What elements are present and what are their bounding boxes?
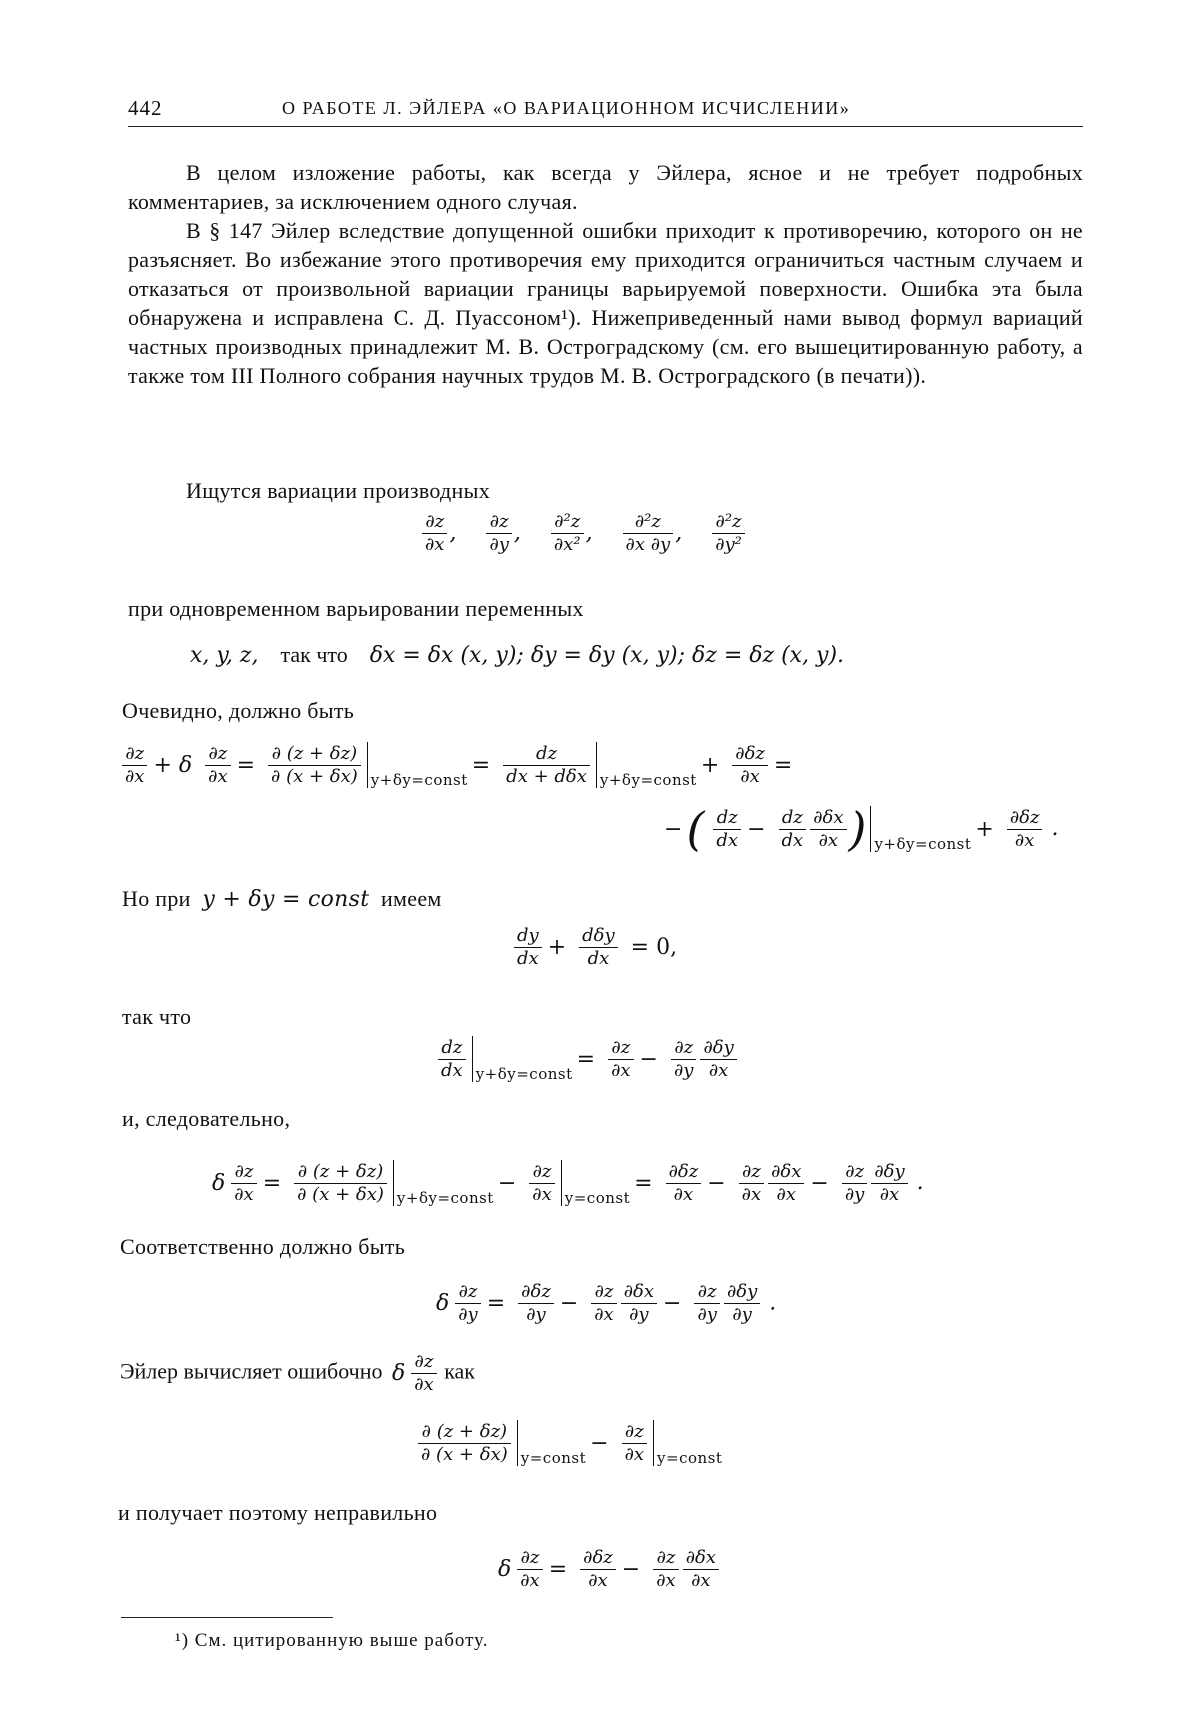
derivatives-list: $\frac{\partial z}{\partial x}$ , $\frac{\partial z}{\partial y}$ , $\frac{\text{∂²z}}{\text{∂x²}}$ , $\frac{\text{∂²z}}{\partial x \partial y}$ , $\frac{\text{∂²z}}{\text{∂y²}}$: [420, 512, 747, 555]
paragraph-11: и получает поэтому неправильно: [118, 1500, 438, 1525]
paragraph-9: Соответственно должно быть: [120, 1234, 406, 1259]
running-head: [128, 96, 1083, 124]
equation-4: δ $\frac{\partial z}{\partial x}$ = $\frac{\partial (z + \delta z)}{\partial (x + \delta x)}$ $_{y+\delta y=const}$− $\frac{\partial z}{\partial x}$ $_{y=const}$= $\frac{\partial\delta z}{\partial x}$ − $\frac{\partial z}{\partial x}$ $\frac{\partial\delta x}{\partial x}$ − $\frac{\partial z}{\partial y}$ $\frac{\partial\delta y}{\partial x}$ .: [212, 1160, 924, 1207]
paragraph-3: Ищутся вариации производных: [186, 478, 491, 503]
page-number: 442: [128, 96, 163, 120]
equation-1-cont: −( $\frac{dz}{dx}$ − $\frac{dz}{dx}$ $\frac{\partial\delta x}{\partial x}$ ) $_{y+\delta y=const}$+ $\frac{\partial\delta z}{\partial x}$ .: [664, 802, 1059, 856]
equation-3: $\frac{dz}{dx}$ $_{y+\delta y=const}$= $\frac{\partial z}{\partial x}$ − $\frac{\partial z}{\partial y}$ $\frac{\partial\delta y}{\partial x}$: [436, 1036, 739, 1083]
running-title: О РАБОТЕ Л. ЭЙЛЕРА «О ВАРИАЦИОННОМ ИСЧИСЛЕНИИ»: [282, 98, 851, 118]
equation-1: $\frac{\partial z}{\partial x}$ + δ $\frac{\partial z}{\partial x}$ = $\frac{\partial (z + \delta z)}{\partial (x + \delta x)}$ $_{y+\delta y=const}$= dz dx + dδx $_{y+\delta y=const}$+ $\frac{\partial\delta z}{\partial x}$ =: [120, 742, 796, 789]
equation-6: $\frac{\partial (z + \delta z)}{\partial (x + \delta x)}$ $_{y=const}$− $\frac{\partial z}{\partial x}$ $_{y=const}$: [416, 1420, 722, 1467]
header-rule: [128, 126, 1083, 127]
so-that: так что: [280, 642, 348, 667]
footnote-rule: [121, 1617, 333, 1618]
variables-line: [190, 642, 844, 668]
paragraph-4: при одновременном варьировании переменных: [128, 596, 584, 621]
vars: x, y, z,: [190, 643, 259, 668]
paragraph-2: В § 147 Эйлер вследствие допущенной ошибки приходит к противоречию, которого он не разъясняет. Во избежание этого противоречия ему приходится ограничиться частным случаем и отказаться от произвольной вариации границы варьируемой поверхности. Ошибка эта была обнаружена и исправлена С. Д. Пуассоном¹). Нижеприведенный нами вывод формул вариаций частных производных принадлежит М. В. Остроградскому (см. его вышецитированную работу, а также том III Полного собрания научных трудов М. В. Остроградского (в печати)).: [128, 218, 1083, 388]
paragraph-10: Эйлер вычисляет ошибочно δ $\frac{\partial z}{\partial x}$ как: [120, 1351, 475, 1395]
paragraph-5: Очевидно, должно быть: [122, 698, 355, 723]
paragraph-1: В целом изложение работы, как всегда у Эйлера, ясное и не требует подробных комментариев, за исключением одного случая.: [128, 160, 1083, 214]
equation-7: δ $\frac{\partial z}{\partial x}$ = $\frac{\partial\delta z}{\partial x}$ − $\frac{\partial z}{\partial x}$ $\frac{\partial\delta x}{\partial x}$: [494, 1548, 721, 1591]
footnote: ¹) См. цитированную выше работу.: [175, 1630, 489, 1651]
equation-5: δ $\frac{\partial z}{\partial y}$ = $\frac{\partial\delta z}{\partial y}$ − $\frac{\partial z}{\partial x}$ $\frac{\partial\delta x}{\partial y}$ − $\frac{\partial z}{\partial y}$ $\frac{\partial\delta y}{\partial y}$ .: [436, 1281, 777, 1325]
variation-defs: δx = δx (x, y); δy = δy (x, y); δz = δz (x, y).: [369, 643, 845, 668]
paragraph-8: и, следовательно,: [122, 1106, 291, 1131]
paragraph-7: так что: [122, 1004, 192, 1029]
paragraph-6: Но при y + δy = const имеем: [122, 886, 442, 912]
equation-2: $\frac{dy}{dx}$ + dδy dx = 0,: [512, 926, 681, 969]
